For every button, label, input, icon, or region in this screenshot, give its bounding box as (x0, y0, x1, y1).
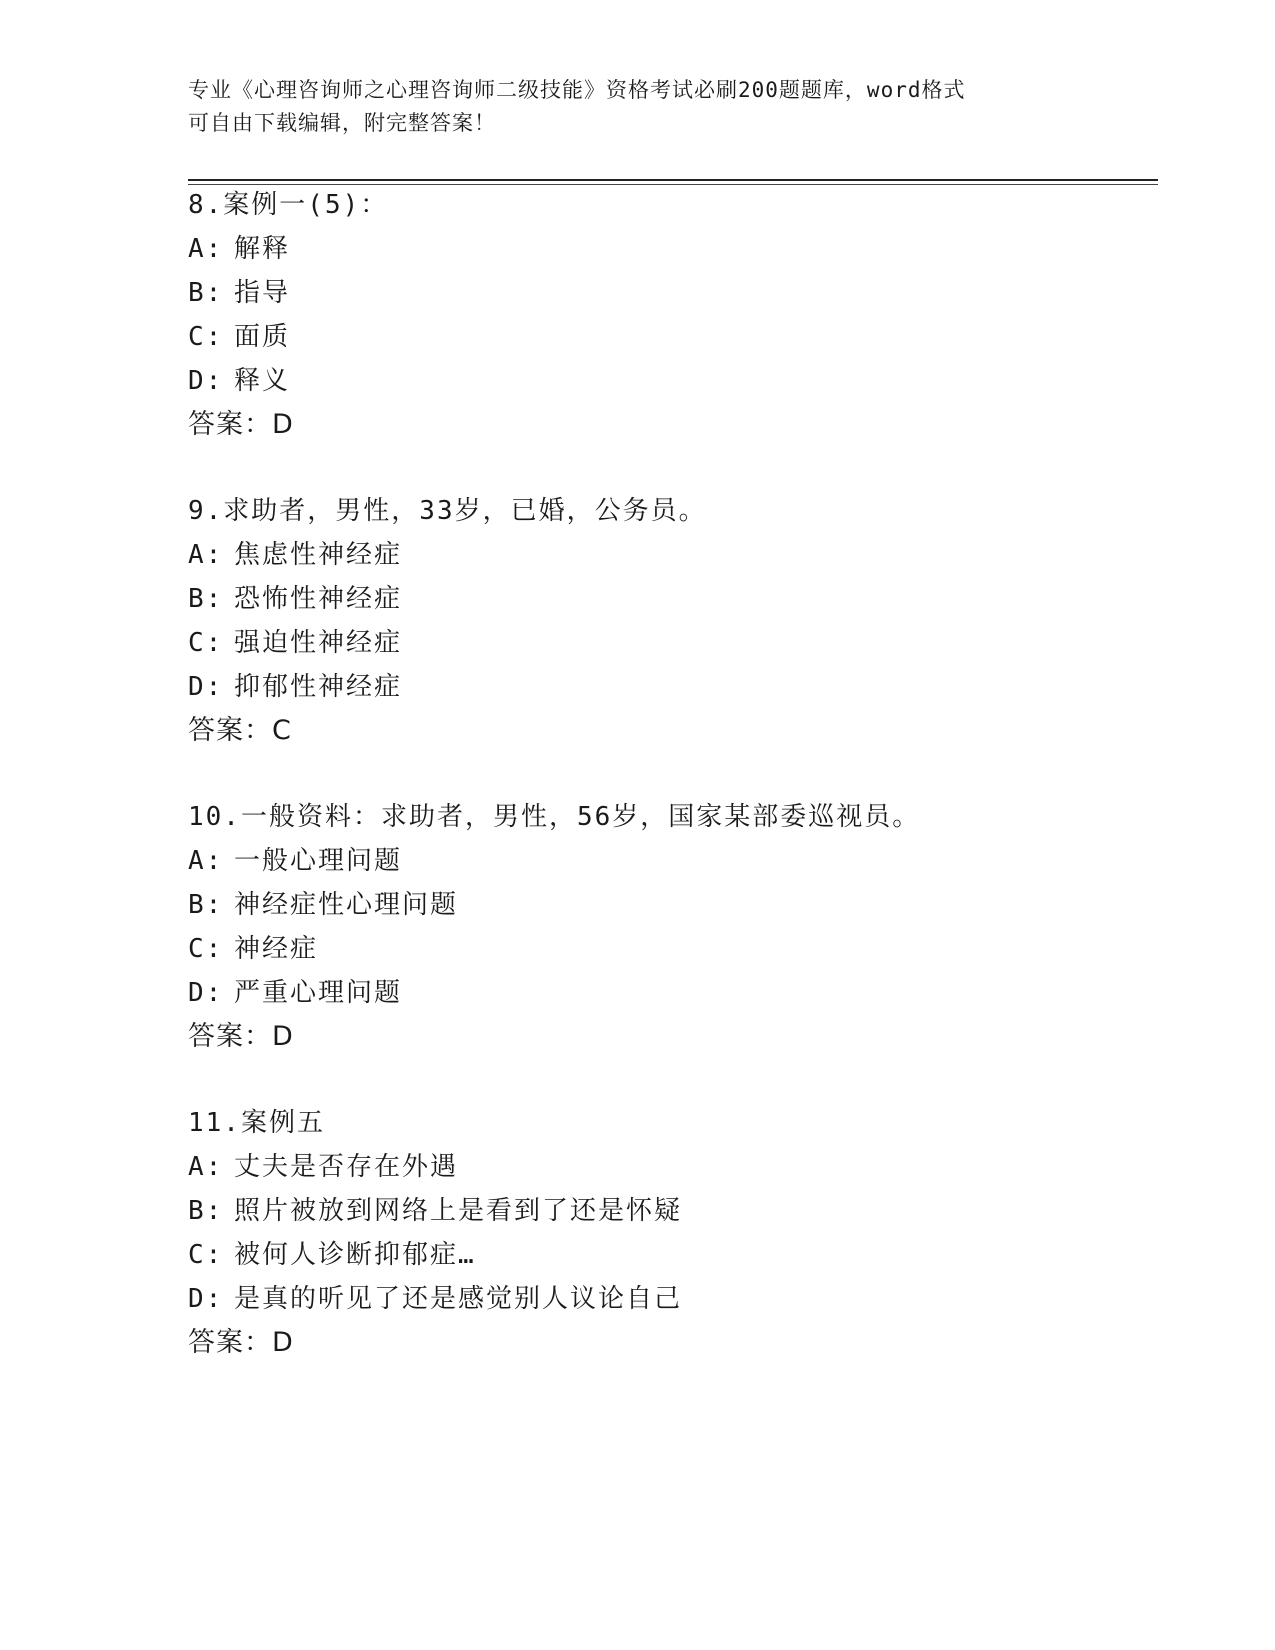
option-c (188, 1238, 476, 1272)
option-text: 恐怖性神经症 (234, 584, 403, 614)
option-text: 被何人诊断抑郁症… (234, 1240, 476, 1270)
option-letter: B: (188, 278, 224, 308)
option-b (188, 582, 402, 616)
option-letter: B: (188, 890, 224, 920)
option-text: 强迫性神经症 (234, 628, 403, 658)
option-b (188, 276, 290, 310)
option-letter: A: (188, 846, 224, 876)
question-stem: 11.案例五 (188, 1108, 325, 1138)
question-stem: 9.求助者，男性，33岁，已婚，公务员。 (188, 496, 707, 526)
option-text: 抑郁性神经症 (234, 672, 403, 702)
option-letter: D: (188, 1284, 224, 1314)
option-d (188, 976, 402, 1010)
option-letter: D: (188, 672, 224, 702)
option-text: 神经症性心理问题 (234, 890, 459, 920)
option-text: 照片被放到网络上是看到了还是怀疑 (234, 1196, 683, 1226)
option-b (188, 1194, 682, 1228)
option-text: 严重心理问题 (234, 978, 403, 1008)
answer-line: 答案：D (188, 1021, 294, 1052)
option-text: 丈夫是否存在外遇 (234, 1152, 459, 1182)
option-text: 神经症 (234, 934, 319, 964)
option-letter: A: (188, 234, 224, 264)
option-d (188, 670, 402, 704)
option-letter: D: (188, 366, 224, 396)
header-divider-thick (188, 179, 1158, 181)
option-a (188, 844, 402, 878)
question-stem: 8.案例一(5)： (188, 190, 389, 220)
document-header (188, 74, 1068, 140)
option-text: 解释 (234, 234, 291, 264)
answer-line: 答案：D (188, 409, 294, 440)
option-b (188, 888, 458, 922)
option-c (188, 626, 402, 660)
answer-line: 答案：C (188, 715, 292, 746)
option-d (188, 364, 290, 398)
header-line-2: 可自由下载编辑，附完整答案！ (188, 111, 496, 135)
option-letter: B: (188, 584, 224, 614)
question-stem: 10.一般资料：求助者，男性，56岁，国家某部委巡视员。 (188, 802, 921, 832)
option-letter: C: (188, 934, 224, 964)
option-text: 一般心理问题 (234, 846, 403, 876)
option-text: 焦虑性神经症 (234, 540, 403, 570)
option-c (188, 320, 290, 354)
option-letter: C: (188, 1240, 224, 1270)
option-a (188, 538, 402, 572)
option-text: 面质 (234, 322, 291, 352)
option-text: 指导 (234, 278, 291, 308)
option-c (188, 932, 318, 966)
option-a (188, 1150, 458, 1184)
option-letter: A: (188, 1152, 224, 1182)
header-line-1: 专业《心理咨询师之心理咨询师二级技能》资格考试必刷200题题库，word格式 (188, 78, 966, 102)
option-a (188, 232, 290, 266)
option-letter: C: (188, 628, 224, 658)
option-text: 是真的听见了还是感觉别人议论自己 (234, 1284, 683, 1314)
option-letter: A: (188, 540, 224, 570)
option-d (188, 1282, 682, 1316)
header-divider-thin (188, 184, 1158, 185)
option-letter: B: (188, 1196, 224, 1226)
option-letter: D: (188, 978, 224, 1008)
answer-line: 答案：D (188, 1327, 294, 1358)
option-text: 释义 (234, 366, 291, 396)
option-letter: C: (188, 322, 224, 352)
